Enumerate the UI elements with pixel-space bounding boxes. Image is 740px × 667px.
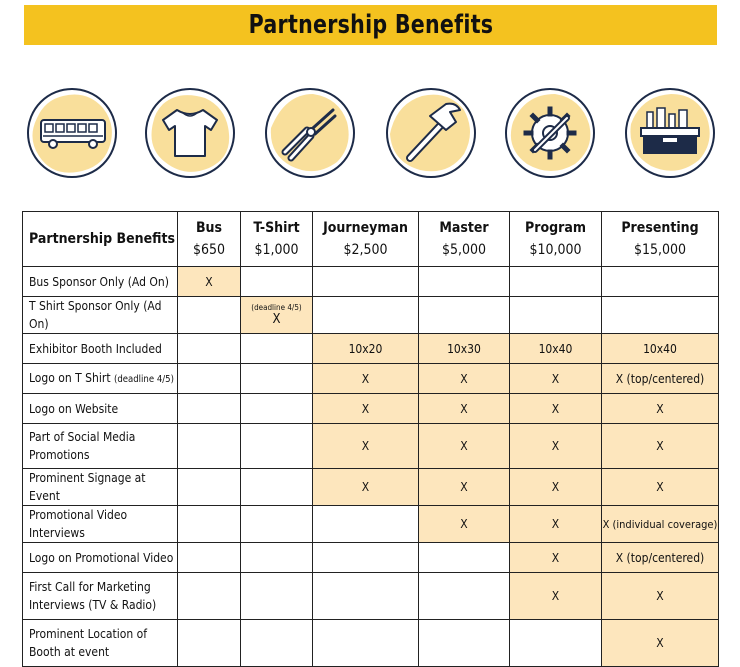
row-label: Bus Sponsor Only (Ad On) bbox=[23, 267, 178, 297]
table-cell bbox=[419, 573, 510, 620]
table-cell: X bbox=[602, 620, 719, 667]
table-row bbox=[23, 506, 719, 543]
table-cell bbox=[241, 469, 313, 506]
t-shirt-icon bbox=[135, 78, 245, 188]
table-cell bbox=[241, 573, 313, 620]
table-row bbox=[23, 364, 719, 394]
benefits-table bbox=[22, 211, 719, 667]
row-label: Logo on Website bbox=[23, 394, 178, 424]
table-cell bbox=[241, 394, 313, 424]
table-cell: X bbox=[602, 469, 719, 506]
table-cell bbox=[510, 267, 602, 297]
table-cell: X bbox=[419, 394, 510, 424]
cell-mark: X bbox=[272, 312, 281, 327]
table-cell: X (top/centered) bbox=[602, 364, 719, 394]
col-program: Program $10,000 bbox=[510, 212, 602, 267]
corner-label: Partnership Benefits bbox=[23, 212, 178, 267]
table-row bbox=[23, 297, 719, 334]
table-cell bbox=[313, 543, 419, 573]
table-row bbox=[23, 267, 719, 297]
table-cell: 10x40 bbox=[602, 334, 719, 364]
table-cell: 10x40 bbox=[510, 334, 602, 364]
table-cell bbox=[602, 267, 719, 297]
row-label: Prominent Signage at Event bbox=[23, 469, 178, 506]
table-cell bbox=[178, 620, 241, 667]
bus-icon bbox=[17, 78, 127, 188]
table-cell bbox=[602, 297, 719, 334]
table-cell bbox=[313, 297, 419, 334]
table-cell: X (top/centered) bbox=[602, 543, 719, 573]
col-tshirt: T-Shirt $1,000 bbox=[241, 212, 313, 267]
table-cell bbox=[178, 506, 241, 543]
row-label: Part of Social Media Promotions bbox=[23, 424, 178, 469]
table-cell: X bbox=[313, 394, 419, 424]
table-cell bbox=[241, 620, 313, 667]
table-cell bbox=[178, 469, 241, 506]
table-cell: X bbox=[602, 394, 719, 424]
table-cell bbox=[241, 334, 313, 364]
row-label: First Call for Marketing Interviews (TV & Radio) bbox=[23, 573, 178, 620]
table-cell bbox=[419, 543, 510, 573]
row-label: Exhibitor Booth Included bbox=[23, 334, 178, 364]
table-cell bbox=[178, 394, 241, 424]
page-title: Partnership Benefits bbox=[248, 10, 493, 40]
table-row bbox=[23, 469, 719, 506]
table-cell: X bbox=[510, 469, 602, 506]
table-cell bbox=[178, 297, 241, 334]
row-label: Prominent Location of Booth at event bbox=[23, 620, 178, 667]
table-cell: 10x30 bbox=[419, 334, 510, 364]
col-bus: Bus $650 bbox=[178, 212, 241, 267]
col-master: Master $5,000 bbox=[419, 212, 510, 267]
table-row bbox=[23, 620, 719, 667]
table-cell bbox=[241, 364, 313, 394]
table-cell: X bbox=[419, 469, 510, 506]
table-cell bbox=[419, 620, 510, 667]
row-label: Logo on T Shirt (deadline 4/5) bbox=[23, 364, 178, 394]
table-row bbox=[23, 394, 719, 424]
table-cell bbox=[419, 267, 510, 297]
table-header-row bbox=[23, 212, 719, 267]
table-cell bbox=[313, 267, 419, 297]
toolbox-icon bbox=[615, 78, 725, 188]
table-cell: X bbox=[510, 543, 602, 573]
col-presenting: Presenting $15,000 bbox=[602, 212, 719, 267]
table-cell: X (individual coverage) bbox=[602, 506, 719, 543]
table-cell bbox=[178, 364, 241, 394]
hammer-icon bbox=[376, 78, 486, 188]
table-cell bbox=[241, 267, 313, 297]
row-label: T Shirt Sponsor Only (Ad On) bbox=[23, 297, 178, 334]
table-cell bbox=[178, 573, 241, 620]
table-cell bbox=[241, 297, 313, 334]
icon-row bbox=[0, 78, 740, 188]
table-row bbox=[23, 573, 719, 620]
table-cell: X bbox=[510, 573, 602, 620]
table-cell bbox=[313, 620, 419, 667]
table-cell: X bbox=[419, 364, 510, 394]
table-cell: 10x20 bbox=[313, 334, 419, 364]
table-cell bbox=[178, 334, 241, 364]
deadline-note: (deadline 4/5) bbox=[251, 303, 302, 312]
table-cell: X bbox=[178, 267, 241, 297]
table-cell bbox=[419, 297, 510, 334]
row-label: Promotional Video Interviews bbox=[23, 506, 178, 543]
table-cell bbox=[241, 424, 313, 469]
table-cell: X bbox=[602, 424, 719, 469]
table-row bbox=[23, 543, 719, 573]
title-banner bbox=[24, 5, 717, 45]
table-cell: X bbox=[510, 424, 602, 469]
table-cell: X bbox=[510, 506, 602, 543]
table-cell: X bbox=[313, 364, 419, 394]
table-cell: X bbox=[602, 573, 719, 620]
table-cell bbox=[178, 543, 241, 573]
table-cell: X bbox=[313, 469, 419, 506]
table-cell: X bbox=[419, 506, 510, 543]
pliers-icon bbox=[255, 78, 365, 188]
table-cell bbox=[178, 424, 241, 469]
row-label: Logo on Promotional Video bbox=[23, 543, 178, 573]
table-row bbox=[23, 424, 719, 469]
table-cell: X bbox=[419, 424, 510, 469]
table-row bbox=[23, 334, 719, 364]
gear-wrench-icon bbox=[495, 78, 605, 188]
table-cell: X bbox=[510, 394, 602, 424]
table-cell bbox=[241, 506, 313, 543]
table-cell: X bbox=[313, 424, 419, 469]
col-journeyman: Journeyman $2,500 bbox=[313, 212, 419, 267]
table-cell bbox=[510, 620, 602, 667]
deadline-note: (deadline 4/5) bbox=[114, 373, 174, 385]
table-cell bbox=[241, 543, 313, 573]
table-cell bbox=[510, 297, 602, 334]
table-cell: X bbox=[510, 364, 602, 394]
table-cell bbox=[313, 573, 419, 620]
table-cell bbox=[313, 506, 419, 543]
